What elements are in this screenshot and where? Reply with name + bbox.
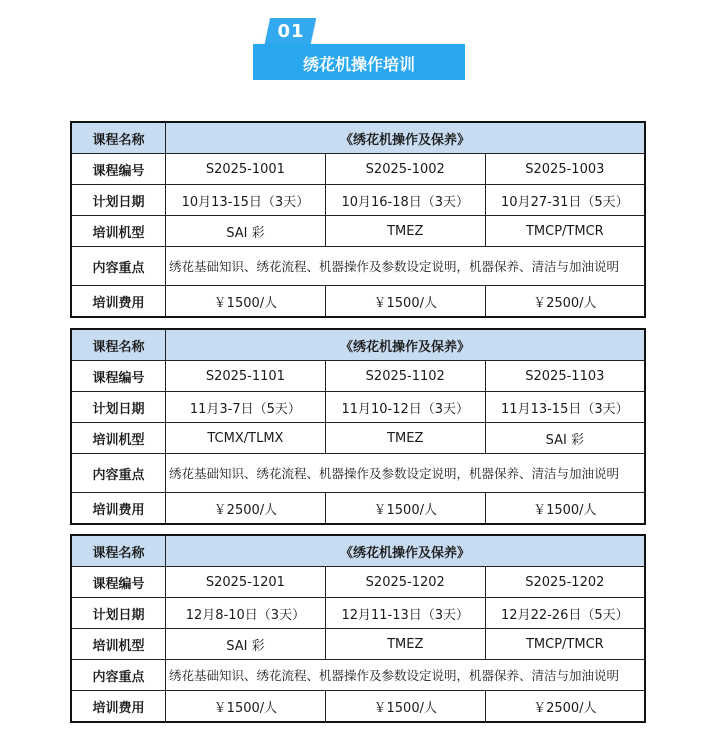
table-row xyxy=(71,216,645,247)
machine-model: SAI 彩 xyxy=(166,216,326,247)
table-row xyxy=(71,247,645,286)
label-course-name: 课程名称 xyxy=(71,122,166,154)
content-focus: 绣花基础知识、绣花流程、机器操作及参数设定说明，机器保养、清洁与加油说明 xyxy=(166,454,646,493)
label-fee: 培训费用 xyxy=(71,286,166,318)
content-focus: 绣花基础知识、绣花流程、机器操作及参数设定说明，机器保养、清洁与加油说明 xyxy=(166,247,646,286)
label-machine-model: 培训机型 xyxy=(71,423,166,454)
label-course-name: 课程名称 xyxy=(71,535,166,567)
table-row xyxy=(71,361,645,392)
fee: ￥1500/人 xyxy=(325,493,485,525)
plan-date: 12月22-26日（5天） xyxy=(485,598,645,629)
plan-date: 12月8-10日（3天） xyxy=(166,598,326,629)
course-code: S2025-1102 xyxy=(325,361,485,392)
course-code: S2025-1002 xyxy=(325,154,485,185)
course-table-october xyxy=(70,121,646,318)
fee: ￥1500/人 xyxy=(325,286,485,318)
label-machine-model: 培训机型 xyxy=(71,216,166,247)
machine-model: SAI 彩 xyxy=(485,423,645,454)
machine-model: SAI 彩 xyxy=(166,629,326,660)
machine-model: TMEZ xyxy=(325,216,485,247)
table-row xyxy=(71,493,645,525)
table-row xyxy=(71,122,645,154)
table-row xyxy=(71,567,645,598)
table-row xyxy=(71,598,645,629)
fee: ￥1500/人 xyxy=(485,493,645,525)
table-row xyxy=(71,392,645,423)
table-row xyxy=(71,535,645,567)
fee: ￥1500/人 xyxy=(325,691,485,723)
course-code: S2025-1201 xyxy=(166,567,326,598)
label-content: 内容重点 xyxy=(71,454,166,493)
section-number: 01 xyxy=(277,21,305,42)
plan-date: 11月13-15日（3天） xyxy=(485,392,645,423)
label-plan-date: 计划日期 xyxy=(71,185,166,216)
course-name: 《绣花机操作及保养》 xyxy=(166,122,646,154)
table-row xyxy=(71,660,645,691)
plan-date: 11月3-7日（5天） xyxy=(166,392,326,423)
plan-date: 10月13-15日（3天） xyxy=(166,185,326,216)
course-name: 《绣花机操作及保养》 xyxy=(166,535,646,567)
label-content: 内容重点 xyxy=(71,247,166,286)
table-row xyxy=(71,154,645,185)
table-row xyxy=(71,691,645,723)
machine-model: TMCP/TMCR xyxy=(485,629,645,660)
machine-model: TCMX/TLMX xyxy=(166,423,326,454)
fee: ￥2500/人 xyxy=(166,493,326,525)
label-plan-date: 计划日期 xyxy=(71,392,166,423)
machine-model: TMEZ xyxy=(325,423,485,454)
course-code: S2025-1103 xyxy=(485,361,645,392)
label-plan-date: 计划日期 xyxy=(71,598,166,629)
table-row xyxy=(71,423,645,454)
section-title: 绣花机操作培训 xyxy=(302,55,415,74)
fee: ￥1500/人 xyxy=(166,286,326,318)
course-name: 《绣花机操作及保养》 xyxy=(166,329,646,361)
label-content: 内容重点 xyxy=(71,660,166,691)
label-fee: 培训费用 xyxy=(71,493,166,525)
table-row xyxy=(71,185,645,216)
course-table-december xyxy=(70,534,646,723)
table-row xyxy=(71,286,645,318)
fee: ￥1500/人 xyxy=(166,691,326,723)
plan-date: 11月10-12日（3天） xyxy=(325,392,485,423)
section-header xyxy=(253,14,465,74)
course-code: S2025-1101 xyxy=(166,361,326,392)
content-focus: 绣花基础知识、绣花流程、机器操作及参数设定说明，机器保养、清洁与加油说明 xyxy=(166,660,646,691)
course-table-november xyxy=(70,328,646,525)
label-fee: 培训费用 xyxy=(71,691,166,723)
plan-date: 10月27-31日（5天） xyxy=(485,185,645,216)
table-row xyxy=(71,629,645,660)
machine-model: TMCP/TMCR xyxy=(485,216,645,247)
table-row xyxy=(71,329,645,361)
plan-date: 12月11-13日（3天） xyxy=(325,598,485,629)
course-code: S2025-1202 xyxy=(485,567,645,598)
fee: ￥2500/人 xyxy=(485,691,645,723)
fee: ￥2500/人 xyxy=(485,286,645,318)
course-code: S2025-1202 xyxy=(325,567,485,598)
label-course-code: 课程编号 xyxy=(71,154,166,185)
table-row xyxy=(71,454,645,493)
label-machine-model: 培训机型 xyxy=(71,629,166,660)
machine-model: TMEZ xyxy=(325,629,485,660)
course-code: S2025-1001 xyxy=(166,154,326,185)
plan-date: 10月16-18日（3天） xyxy=(325,185,485,216)
label-course-name: 课程名称 xyxy=(71,329,166,361)
course-code: S2025-1003 xyxy=(485,154,645,185)
label-course-code: 课程编号 xyxy=(71,567,166,598)
label-course-code: 课程编号 xyxy=(71,361,166,392)
